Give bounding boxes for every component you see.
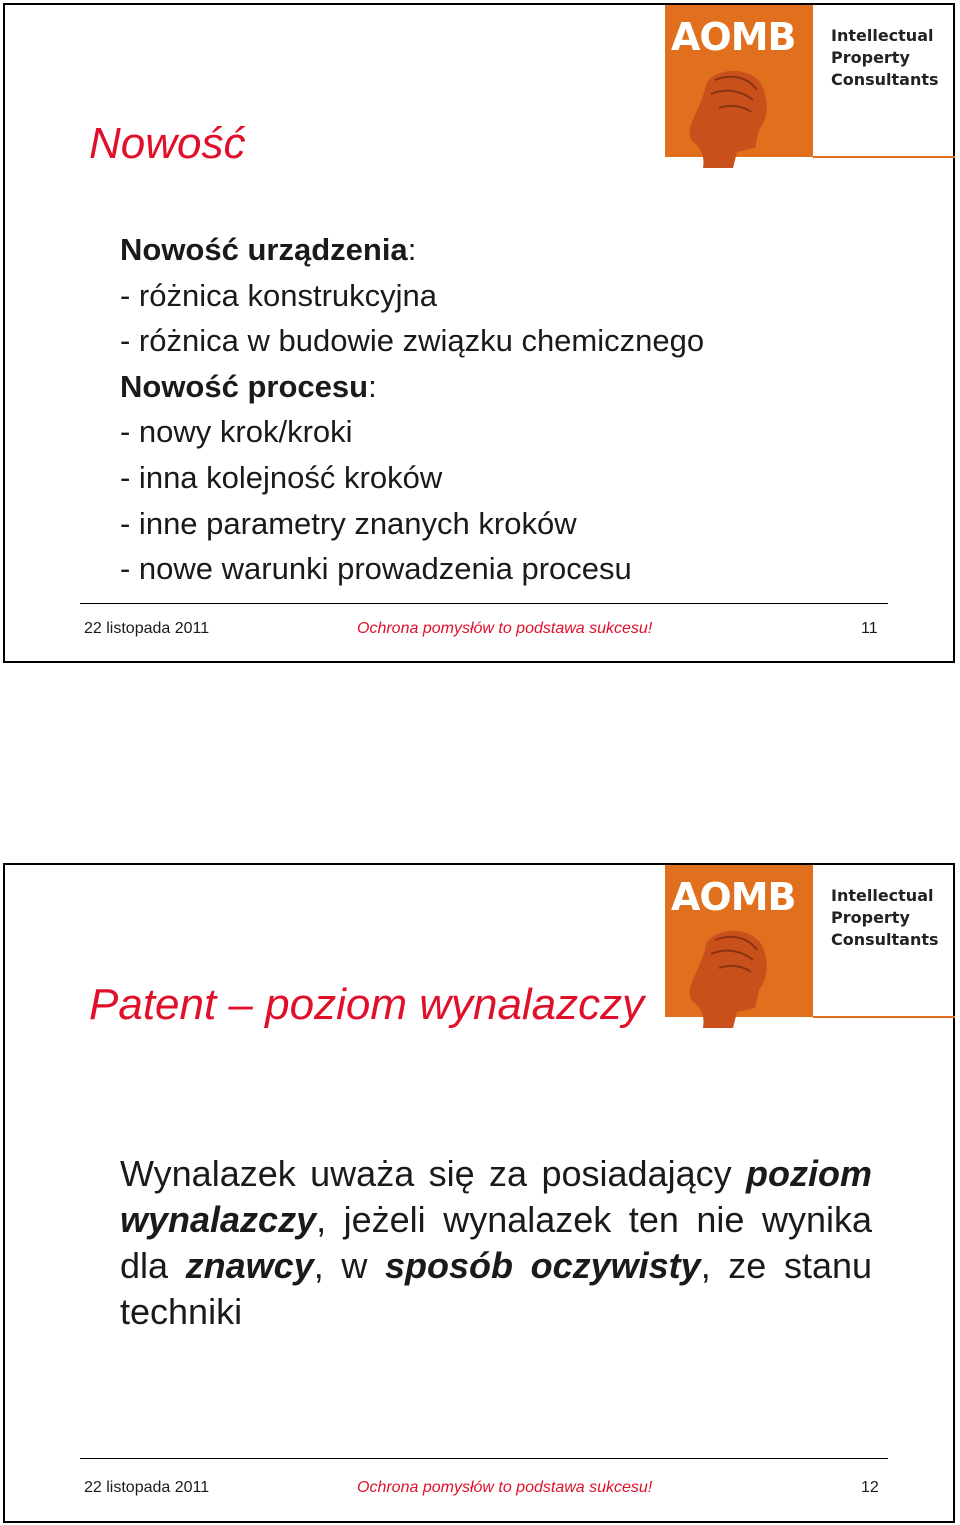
logo-tagline: Intellectual Property Consultants: [831, 886, 939, 949]
footer-slogan: Ochrona pomysłów to podstawa sukcesu!: [357, 1479, 653, 1496]
list-item: - różnica konstrukcyjna: [120, 277, 438, 313]
list-item: - inne parametry znanych kroków: [120, 505, 577, 541]
definition-paragraph: Wynalazek uważa się za posiadający poziom wynalazczy, jeżeli wynalazek ten nie wynika dla znawcy, w sposób oczywisty, ze stanu techniki: [120, 1153, 873, 1332]
aomb-logo: [665, 5, 955, 170]
logo-orange-box: [665, 865, 939, 1017]
list-heading: Nowość urządzenia:: [120, 232, 417, 267]
list-item: - nowe warunki prowadzenia procesu: [120, 551, 632, 587]
logo-wordmark: AOMB: [671, 875, 796, 919]
aomb-logo: [665, 865, 955, 1030]
slide-title: Nowość: [89, 119, 246, 168]
slide-12: [3, 863, 955, 1523]
footer-date: 22 listopada 2011: [84, 1479, 210, 1496]
bullet-list: [120, 227, 704, 592]
logo-tagline: Intellectual Property Consultants: [831, 26, 939, 89]
footer-divider: [80, 1458, 888, 1459]
page-number: 11: [861, 620, 878, 637]
logo-underline: [813, 1016, 955, 1018]
footer-divider: [80, 603, 888, 604]
list-item: - nowy krok/kroki: [120, 414, 353, 450]
slide-11: [3, 3, 955, 663]
list-heading: Nowość procesu:: [120, 368, 377, 404]
footer-date: 22 listopada 2011: [84, 620, 210, 637]
list-item: - inna kolejność kroków: [120, 459, 443, 495]
head-icon: [675, 920, 775, 1030]
page-number: 12: [861, 1479, 879, 1496]
slide-title: Patent – poziom wynalazczy: [89, 980, 645, 1029]
logo-underline: [813, 156, 955, 158]
logo-wordmark: AOMB: [671, 15, 796, 59]
logo-orange-box: [665, 5, 939, 157]
footer-slogan: Ochrona pomysłów to podstawa sukcesu!: [357, 620, 653, 637]
head-icon: [675, 60, 775, 170]
list-item: - różnica w budowie związku chemicznego: [120, 323, 705, 359]
